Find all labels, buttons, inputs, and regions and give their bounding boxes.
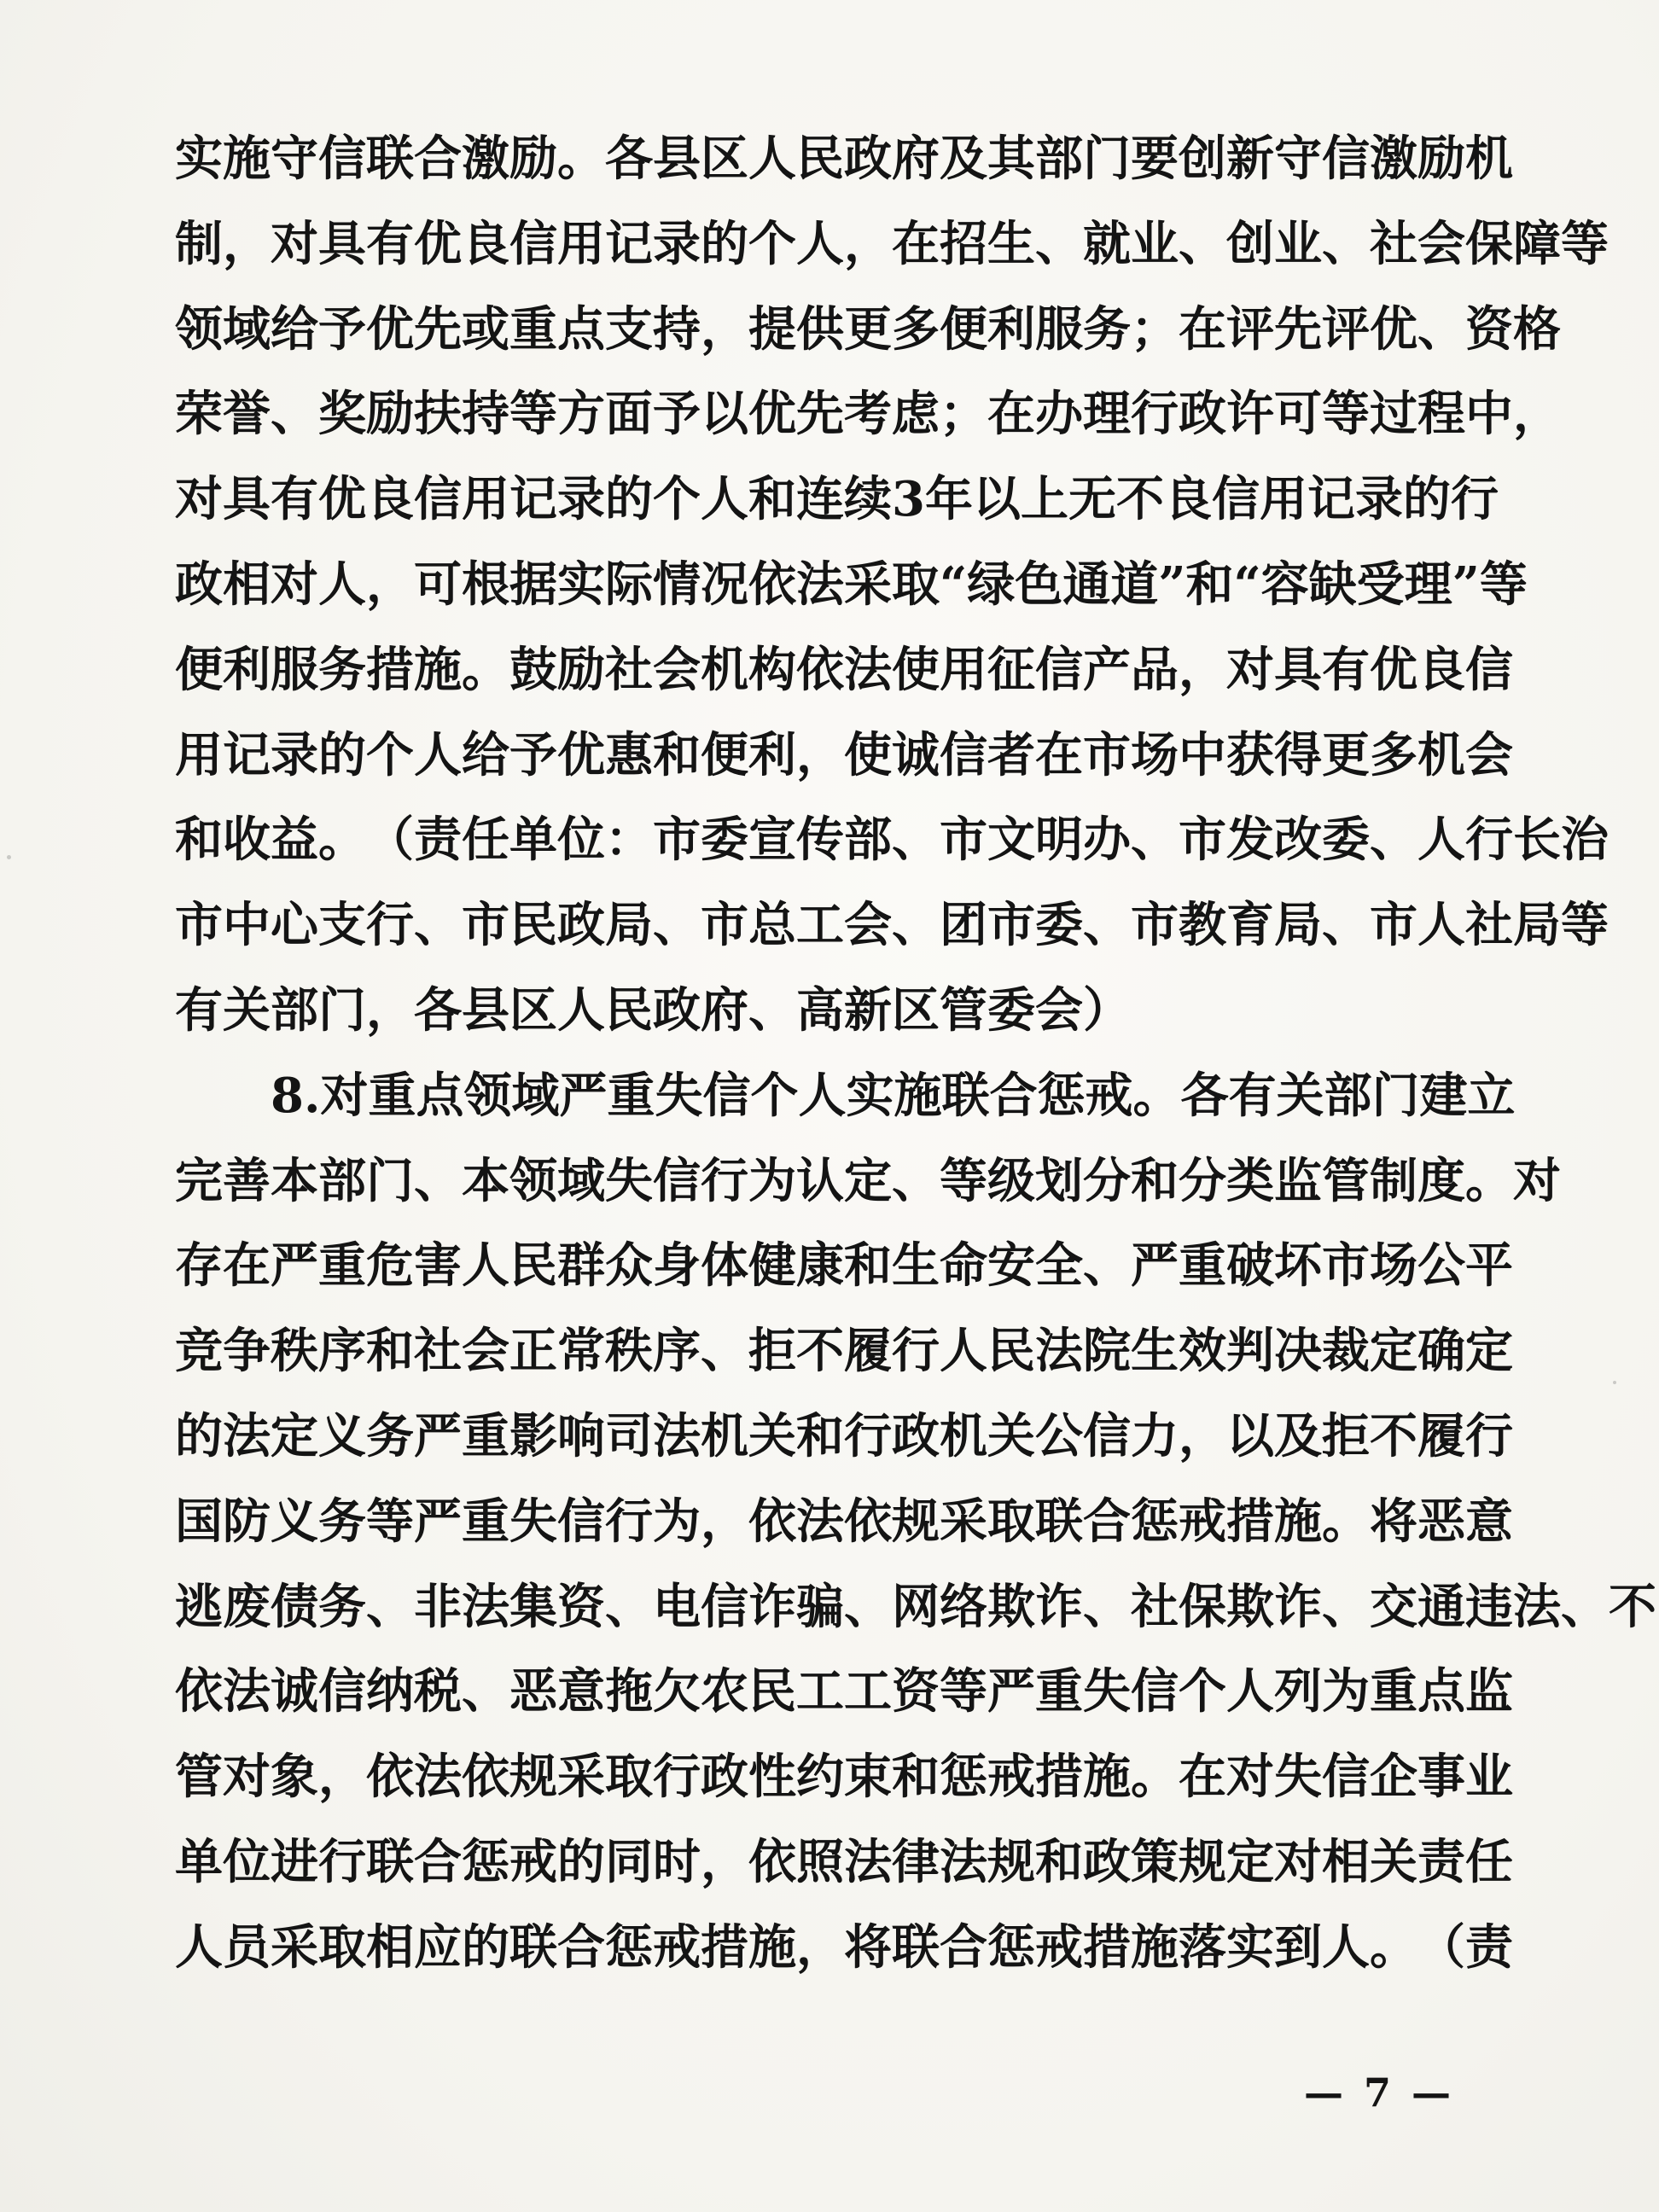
text-line: 有 关 部 门 ， 各 县 区 人 民 政 府 、 高 新 区 管 委 会 ） bbox=[175, 981, 1131, 1039]
text-line: 的 法 定 义 务 严 重 影 响 司 法 机 关 和 行 政 机 关 公 信 力 ， 以 及 拒 不 履 行 bbox=[175, 1407, 1513, 1464]
text-line: 领 域 给 予 优 先 或 重 点 支 持 ， 提 供 更 多 便 利 服 务 ； 在 评 先 评 优 、 资 格 bbox=[175, 300, 1561, 358]
text-line: 8. 对 重 点 领 域 严 重 失 信 个 人 实 施 联 合 惩 戒 。 各 有 关 部 门 建 立 bbox=[271, 1067, 1516, 1124]
paragraph-para-7-continued bbox=[175, 117, 1609, 1054]
scan-speck bbox=[7, 855, 11, 859]
text-line: 荣 誉 、 奖 励 扶 持 等 方 面 予 以 优 先 考 虑 ； 在 办 理 行 政 许 可 等 过 程 中 ， bbox=[175, 386, 1561, 443]
page-number: — 7 — bbox=[1303, 2069, 1454, 2116]
text-line: 逃 废 债 务 、 非 法 集 资 、 电 信 诈 骗 、 网 络 欺 诈 、 社 保 欺 诈 、 交 通 违 法 、 不 bbox=[175, 1578, 1656, 1635]
body-text bbox=[175, 117, 1656, 1991]
text-line: 对 具 有 优 良 信 用 记 录 的 个 人 和 连 续 3 年 以 上 无 不 良 信 用 记 录 的 行 bbox=[175, 471, 1499, 528]
text-line: 单 位 进 行 联 合 惩 戒 的 同 时 ， 依 照 法 律 法 规 和 政 策 规 定 对 相 关 责 任 bbox=[175, 1833, 1513, 1890]
text-line: 便 利 服 务 措 施 。 鼓 励 社 会 机 构 依 法 使 用 征 信 产 品 ， 对 具 有 优 良 信 bbox=[175, 641, 1513, 698]
text-line: 政 相 对 人 ， 可 根 据 实 际 情 况 依 法 采 取 “ 绿 色 通 道 ” 和 “ 容 缺 受 理 ” 等 bbox=[175, 556, 1528, 613]
text-line: 完 善 本 部 门 、 本 领 域 失 信 行 为 认 定 、 等 级 划 分 和 分 类 监 管 制 度 。 对 bbox=[175, 1152, 1561, 1209]
text-line: 存 在 严 重 危 害 人 民 群 众 身 体 健 康 和 生 命 安 全 、 严 重 破 坏 市 场 公 平 bbox=[175, 1237, 1513, 1295]
text-line: 竞 争 秩 序 和 社 会 正 常 秩 序 、 拒 不 履 行 人 民 法 院 生 效 判 决 裁 定 确 定 bbox=[175, 1323, 1513, 1380]
text-line: 和 收 益 。 （ 责 任 单 位 ： 市 委 宣 传 部 、 市 文 明 办 、 市 发 改 委 、 人 行 长 治 bbox=[175, 812, 1609, 869]
text-line: 依 法 诚 信 纳 税 、 恶 意 拖 欠 农 民 工 工 资 等 严 重 失 信 个 人 列 为 重 点 监 bbox=[175, 1663, 1513, 1720]
text-line: 制 ， 对 具 有 优 良 信 用 记 录 的 个 人 ， 在 招 生 、 就 业 、 创 业 、 社 会 保 障 等 bbox=[175, 215, 1609, 272]
text-line: 管 对 象 ， 依 法 依 规 采 取 行 政 性 约 束 和 惩 戒 措 施 。 在 对 失 信 企 事 业 bbox=[175, 1749, 1513, 1806]
text-line: 实 施 守 信 联 合 激 励 。 各 县 区 人 民 政 府 及 其 部 门 要 创 新 守 信 激 励 机 bbox=[175, 131, 1513, 187]
paragraph-para-8 bbox=[175, 1054, 1656, 1991]
text-line: 国 防 义 务 等 严 重 失 信 行 为 ， 依 法 依 规 采 取 联 合 惩 戒 措 施 。 将 恶 意 bbox=[175, 1493, 1513, 1550]
scan-speck bbox=[1613, 1381, 1616, 1384]
text-line: 人 员 采 取 相 应 的 联 合 惩 戒 措 施 ， 将 联 合 惩 戒 措 施 落 实 到 人 。 （ 责 bbox=[175, 1918, 1513, 1976]
text-line: 市 中 心 支 行 、 市 民 政 局 、 市 总 工 会 、 团 市 委 、 市 教 育 局 、 市 人 社 局 等 bbox=[175, 897, 1609, 954]
text-line: 用 记 录 的 个 人 给 予 优 惠 和 便 利 ， 使 诚 信 者 在 市 场 中 获 得 更 多 机 会 bbox=[175, 726, 1513, 783]
